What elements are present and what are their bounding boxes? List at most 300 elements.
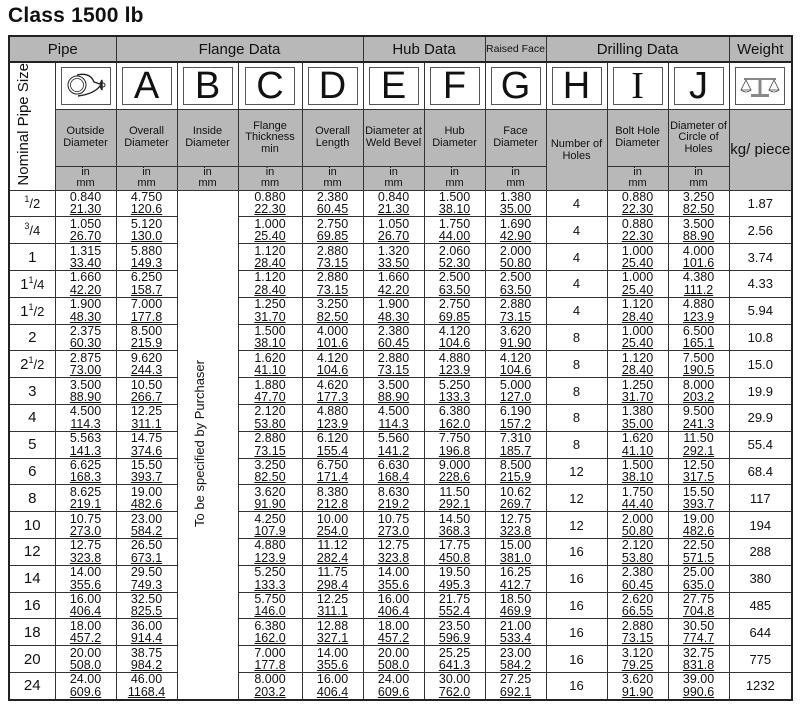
fraction-slash: / [33,276,38,292]
value-in: 6.250 [130,270,163,285]
cell-j [668,190,729,217]
size-fraction-denominator: 2 [37,357,45,373]
number-of-holes-cell: 12 [546,512,607,539]
value-in: 1.120 [254,270,286,285]
letter-cell-g [485,62,546,110]
cell-d [302,458,363,485]
value-in: 14.50 [438,511,471,526]
value-mm: 508.0 [69,658,102,672]
value-mm: 33.50 [377,256,410,271]
value-in: 2.120 [254,404,286,419]
cell-j [668,538,729,565]
cell-a [116,619,177,646]
group-header-drilling-data: Drilling Data [546,36,729,62]
size-fraction-denominator: 4 [32,223,41,239]
value-in: 30.00 [438,672,471,687]
cell-od [55,619,116,646]
value-mm: 44.00 [438,229,471,244]
unit-in: in [81,166,90,179]
cell-e [363,565,424,592]
value-mm: 26.70 [69,229,102,244]
inside-diameter-note: To be specified by Purchaser [191,359,207,527]
letter-a: A [122,67,172,105]
value-mm: 374.6 [130,443,163,458]
unit-in: in [511,166,520,179]
value-in: 22.50 [682,538,715,553]
col-header-kg-per-piece: kg/ piece [729,110,792,191]
cell-e [363,244,424,271]
value-mm: 292.1 [438,497,471,512]
value-in: 16.00 [377,592,410,606]
table-row [9,217,792,244]
unit-mm: mm [384,177,403,190]
size-whole: 2 [20,356,29,374]
unit-mm: mm [323,177,342,190]
cell-e [363,297,424,324]
cell-od [55,324,116,351]
value-in: 30.50 [682,618,715,633]
cell-i [607,431,668,458]
value-mm: 82.50 [682,202,715,217]
cell-e [363,646,424,673]
cell-g [485,592,546,619]
cell-f [424,458,485,485]
cell-i [607,485,668,512]
value-in: 5.880 [130,243,163,258]
weight-cell: 29.9 [729,404,792,431]
cell-c [238,485,302,512]
value-mm: 692.1 [499,684,532,699]
value-in: 6.190 [499,404,532,419]
nominal-size-cell [9,270,55,297]
cell-d [302,351,363,378]
value-in: 4.120 [316,350,349,365]
cell-g [485,217,546,244]
value-in: 1.120 [621,297,654,312]
pipe-icon-cell [55,62,116,110]
size-whole: 1 [20,275,29,293]
cell-i [607,324,668,351]
value-mm: 327.1 [316,631,349,646]
value-mm: 127.0 [499,390,532,405]
value-mm: 35.00 [621,416,654,431]
value-in: 1.050 [69,216,102,231]
value-in: 2.500 [499,270,532,285]
unit-cell-od [55,166,116,190]
cell-c [238,378,302,405]
value-mm: 177.3 [316,390,349,405]
value-mm: 368.3 [438,524,471,539]
letter-g: G [491,67,541,105]
nominal-size-cell [9,378,55,405]
weight-cell: 68.4 [729,458,792,485]
value-mm: 48.30 [377,309,410,324]
value-mm: 73.15 [254,443,286,458]
cell-i [607,244,668,271]
value-mm: 596.9 [438,631,471,646]
value-mm: 69.85 [316,229,349,244]
value-in: 24.00 [377,672,410,687]
value-mm: 22.30 [621,202,654,217]
cell-c [238,646,302,673]
value-mm: 91.90 [254,497,286,512]
value-mm: 25.40 [621,256,654,271]
weight-cell: 194 [729,512,792,539]
value-mm: 33.40 [69,256,102,271]
value-in: 4.250 [254,511,286,526]
unit-cell-b [177,166,238,190]
value-in: 1.315 [69,243,102,258]
value-in: 12.25 [130,404,163,419]
weight-cell: 485 [729,592,792,619]
unit-in: in [633,166,642,179]
value-mm: 141.2 [377,443,410,458]
value-mm: 185.7 [499,443,532,458]
value-in: 1.380 [499,190,532,205]
weight-cell: 10.8 [729,324,792,351]
nominal-size-cell [9,324,55,351]
cell-d [302,378,363,405]
cell-e [363,592,424,619]
value-in: 14.00 [69,565,102,580]
number-of-holes-cell: 16 [546,592,607,619]
letter-i: I [613,67,663,105]
value-mm: 104.6 [499,363,532,378]
value-mm: 60.45 [377,336,410,351]
cell-g [485,512,546,539]
value-mm: 158.7 [130,282,163,297]
value-mm: 111.2 [683,282,714,297]
unit-mm: mm [137,177,156,190]
value-in: 11.75 [317,565,348,580]
value-in: 7.500 [682,350,715,365]
value-mm: 44.40 [621,497,654,512]
value-mm: 355.6 [69,577,102,592]
value-in: 1.320 [377,243,410,258]
cell-c [238,619,302,646]
col-header-bolt-circle-diameter: Diameter of Circle of Holes [668,110,729,167]
cell-g [485,297,546,324]
cell-od [55,431,116,458]
cell-e [363,431,424,458]
col-header-diameter-weld-bevel: Diameter at Weld Bevel [363,110,424,167]
cell-od [55,351,116,378]
value-in: 16.00 [316,672,349,687]
cell-d [302,512,363,539]
unit-mm: mm [76,177,95,190]
cell-g [485,619,546,646]
value-in: 21.75 [438,592,471,606]
cell-f [424,190,485,217]
number-of-holes-cell: 8 [546,351,607,378]
value-mm: 28.40 [621,363,654,378]
letter-cell-i [607,62,668,110]
value-mm: 162.0 [254,631,286,646]
number-of-holes-cell: 4 [546,270,607,297]
value-mm: 990.6 [682,684,715,699]
value-mm: 482.6 [682,524,715,539]
value-in: 4.500 [69,404,102,419]
value-mm: 38.10 [254,336,286,351]
cell-j [668,619,729,646]
value-mm: 22.30 [254,202,286,217]
value-in: 1.900 [377,297,410,312]
value-in: 5.250 [254,565,286,580]
value-in: 2.880 [254,431,286,446]
value-in: 4.380 [682,270,715,285]
value-in: 8.000 [254,672,286,687]
value-mm: 165.1 [682,336,715,351]
cell-f [424,672,485,699]
value-mm: 571.5 [682,550,715,565]
unit-mm: mm [198,177,217,190]
size-fraction-numerator: 1 [28,301,34,312]
value-in: 11.50 [683,431,714,446]
value-mm: 168.4 [377,470,410,485]
cell-od [55,378,116,405]
value-mm: 28.40 [254,282,286,297]
cell-f [424,270,485,297]
pipe-flange-icon [61,67,111,105]
weight-cell: 3.74 [729,244,792,271]
cell-a [116,485,177,512]
fraction-slash: / [33,303,38,319]
value-in: 4.120 [438,324,471,339]
cell-f [424,217,485,244]
value-in: 19.50 [438,565,471,580]
unit-cell-c [238,166,302,190]
cell-a [116,646,177,673]
cell-j [668,378,729,405]
unit-mm: mm [445,177,464,190]
cell-i [607,619,668,646]
value-mm: 79.25 [621,658,654,672]
cell-f [424,619,485,646]
cell-f [424,324,485,351]
number-of-holes-cell: 4 [546,297,607,324]
cell-c [238,244,302,271]
size-whole: 6 [28,462,37,480]
value-in: 38.75 [130,645,163,660]
value-in: 2.880 [499,297,532,312]
cell-a [116,672,177,699]
cell-d [302,244,363,271]
table-row [9,565,792,592]
value-in: 1.660 [69,270,102,285]
value-mm: 26.70 [377,229,410,244]
value-mm: 171.4 [316,470,349,485]
cell-c [238,190,302,217]
value-mm: 266.7 [130,390,163,405]
size-whole: 20 [23,650,41,668]
cell-a [116,538,177,565]
cell-od [55,672,116,699]
value-in: 23.00 [499,645,532,660]
cell-d [302,619,363,646]
value-in: 10.62 [499,484,532,499]
nominal-pipe-size-label: Nominal Pipe Size [15,63,33,186]
unit-cell-f [424,166,485,190]
cell-j [668,297,729,324]
size-whole: 1 [28,248,37,266]
value-mm: 63.50 [499,282,532,297]
col-header-overall-length: Overall Length [302,110,363,167]
size-whole: 18 [23,623,41,641]
value-mm: 282.4 [316,550,349,565]
cell-od [55,592,116,619]
cell-g [485,458,546,485]
value-mm: 88.90 [682,229,715,244]
value-mm: 91.90 [499,336,532,351]
value-in: 8.630 [377,484,410,499]
value-mm: 22.30 [621,229,654,244]
letter-cell-e [363,62,424,110]
cell-a [116,217,177,244]
unit-mm: mm [260,177,280,190]
col-header-face-diameter: Face Diameter [485,110,546,167]
number-of-holes-cell: 16 [546,619,607,646]
unit-cell-j [668,166,729,190]
value-in: 7.000 [254,645,286,660]
value-in: 18.00 [377,618,410,633]
value-in: 4.620 [316,377,349,392]
size-whole: 2 [28,328,37,346]
cell-f [424,404,485,431]
value-mm: 508.0 [377,658,410,672]
value-mm: 88.90 [69,390,102,405]
value-mm: 141.3 [69,443,102,458]
table-row [9,244,792,271]
size-fraction-numerator: 1 [24,194,30,205]
group-header-weight: Weight [729,36,792,62]
cell-c [238,351,302,378]
value-mm: 219.1 [69,497,102,512]
value-mm: 406.4 [377,604,410,619]
value-in: 1.750 [621,484,654,499]
value-mm: 146.0 [254,604,286,619]
value-in: 3.250 [254,458,286,473]
value-mm: 641.3 [438,658,471,672]
nominal-size-cell [9,217,55,244]
value-in: 16.25 [499,565,532,580]
cell-i [607,672,668,699]
cell-d [302,592,363,619]
cell-c [238,217,302,244]
unit-in: in [265,166,275,179]
letter-d: D [308,67,358,105]
cell-c [238,324,302,351]
value-in: 4.120 [499,350,532,365]
cell-c [238,672,302,699]
size-whole: 4 [28,409,37,427]
value-mm: 73.15 [499,309,532,324]
value-mm: 133.3 [254,577,286,592]
value-mm: 53.80 [254,416,286,431]
cell-j [668,431,729,458]
unit-in: in [203,166,212,179]
cell-c [238,297,302,324]
value-in: 26.50 [130,538,163,553]
value-in: 10.50 [130,377,163,392]
cell-i [607,378,668,405]
value-in: 2.750 [316,216,349,231]
cell-j [668,270,729,297]
value-in: 2.880 [316,270,349,285]
value-in: 21.00 [499,618,532,633]
cell-e [363,538,424,565]
value-mm: 552.4 [438,604,471,619]
value-in: 16.00 [69,592,102,606]
cell-g [485,404,546,431]
value-mm: 31.70 [254,309,286,324]
value-mm: 107.9 [254,524,286,539]
value-mm: 101.6 [682,256,715,271]
cell-e [363,512,424,539]
value-mm: 42.20 [377,282,410,297]
nominal-size-cell [9,592,55,619]
value-mm: 52.30 [438,256,471,271]
cell-g [485,565,546,592]
cell-i [607,646,668,673]
cell-j [668,512,729,539]
fraction-slash: / [29,196,33,212]
unit-in: in [142,166,151,179]
value-in: 4.000 [316,324,349,339]
value-in: 4.880 [682,297,715,312]
cell-j [668,485,729,512]
cell-g [485,646,546,673]
value-mm: 412.7 [499,577,532,592]
cell-e [363,324,424,351]
value-in: 2.875 [69,350,102,365]
value-mm: 635.0 [682,577,715,592]
cell-a [116,431,177,458]
value-mm: 215.9 [499,470,532,485]
cell-j [668,244,729,271]
weight-cell: 4.33 [729,270,792,297]
value-mm: 50.80 [621,524,654,539]
cell-c [238,565,302,592]
cell-f [424,565,485,592]
value-mm: 35.00 [499,202,532,217]
cell-a [116,190,177,217]
cell-a [116,270,177,297]
value-in: 5.750 [254,592,286,606]
cell-f [424,646,485,673]
value-in: 2.380 [377,324,410,339]
value-mm: 762.0 [438,684,471,699]
nominal-size-cell [9,538,55,565]
value-mm: 123.9 [438,363,471,378]
value-mm: 38.10 [438,202,471,217]
value-mm: 406.4 [69,604,102,619]
letter-cell-c [238,62,302,110]
value-mm: 749.3 [130,577,163,592]
value-mm: 212.8 [316,497,349,512]
value-in: 12.25 [316,592,349,606]
value-in: 2.000 [621,511,654,526]
table-row [9,404,792,431]
group-header-pipe: Pipe [9,36,116,62]
value-in: 10.00 [316,511,349,526]
value-in: 3.250 [316,297,349,312]
value-in: 1.620 [254,350,286,365]
value-in: 19.00 [682,511,715,526]
cell-j [668,646,729,673]
value-mm: 63.50 [438,282,471,297]
value-in: 2.880 [377,350,410,365]
value-in: 46.00 [130,672,163,687]
